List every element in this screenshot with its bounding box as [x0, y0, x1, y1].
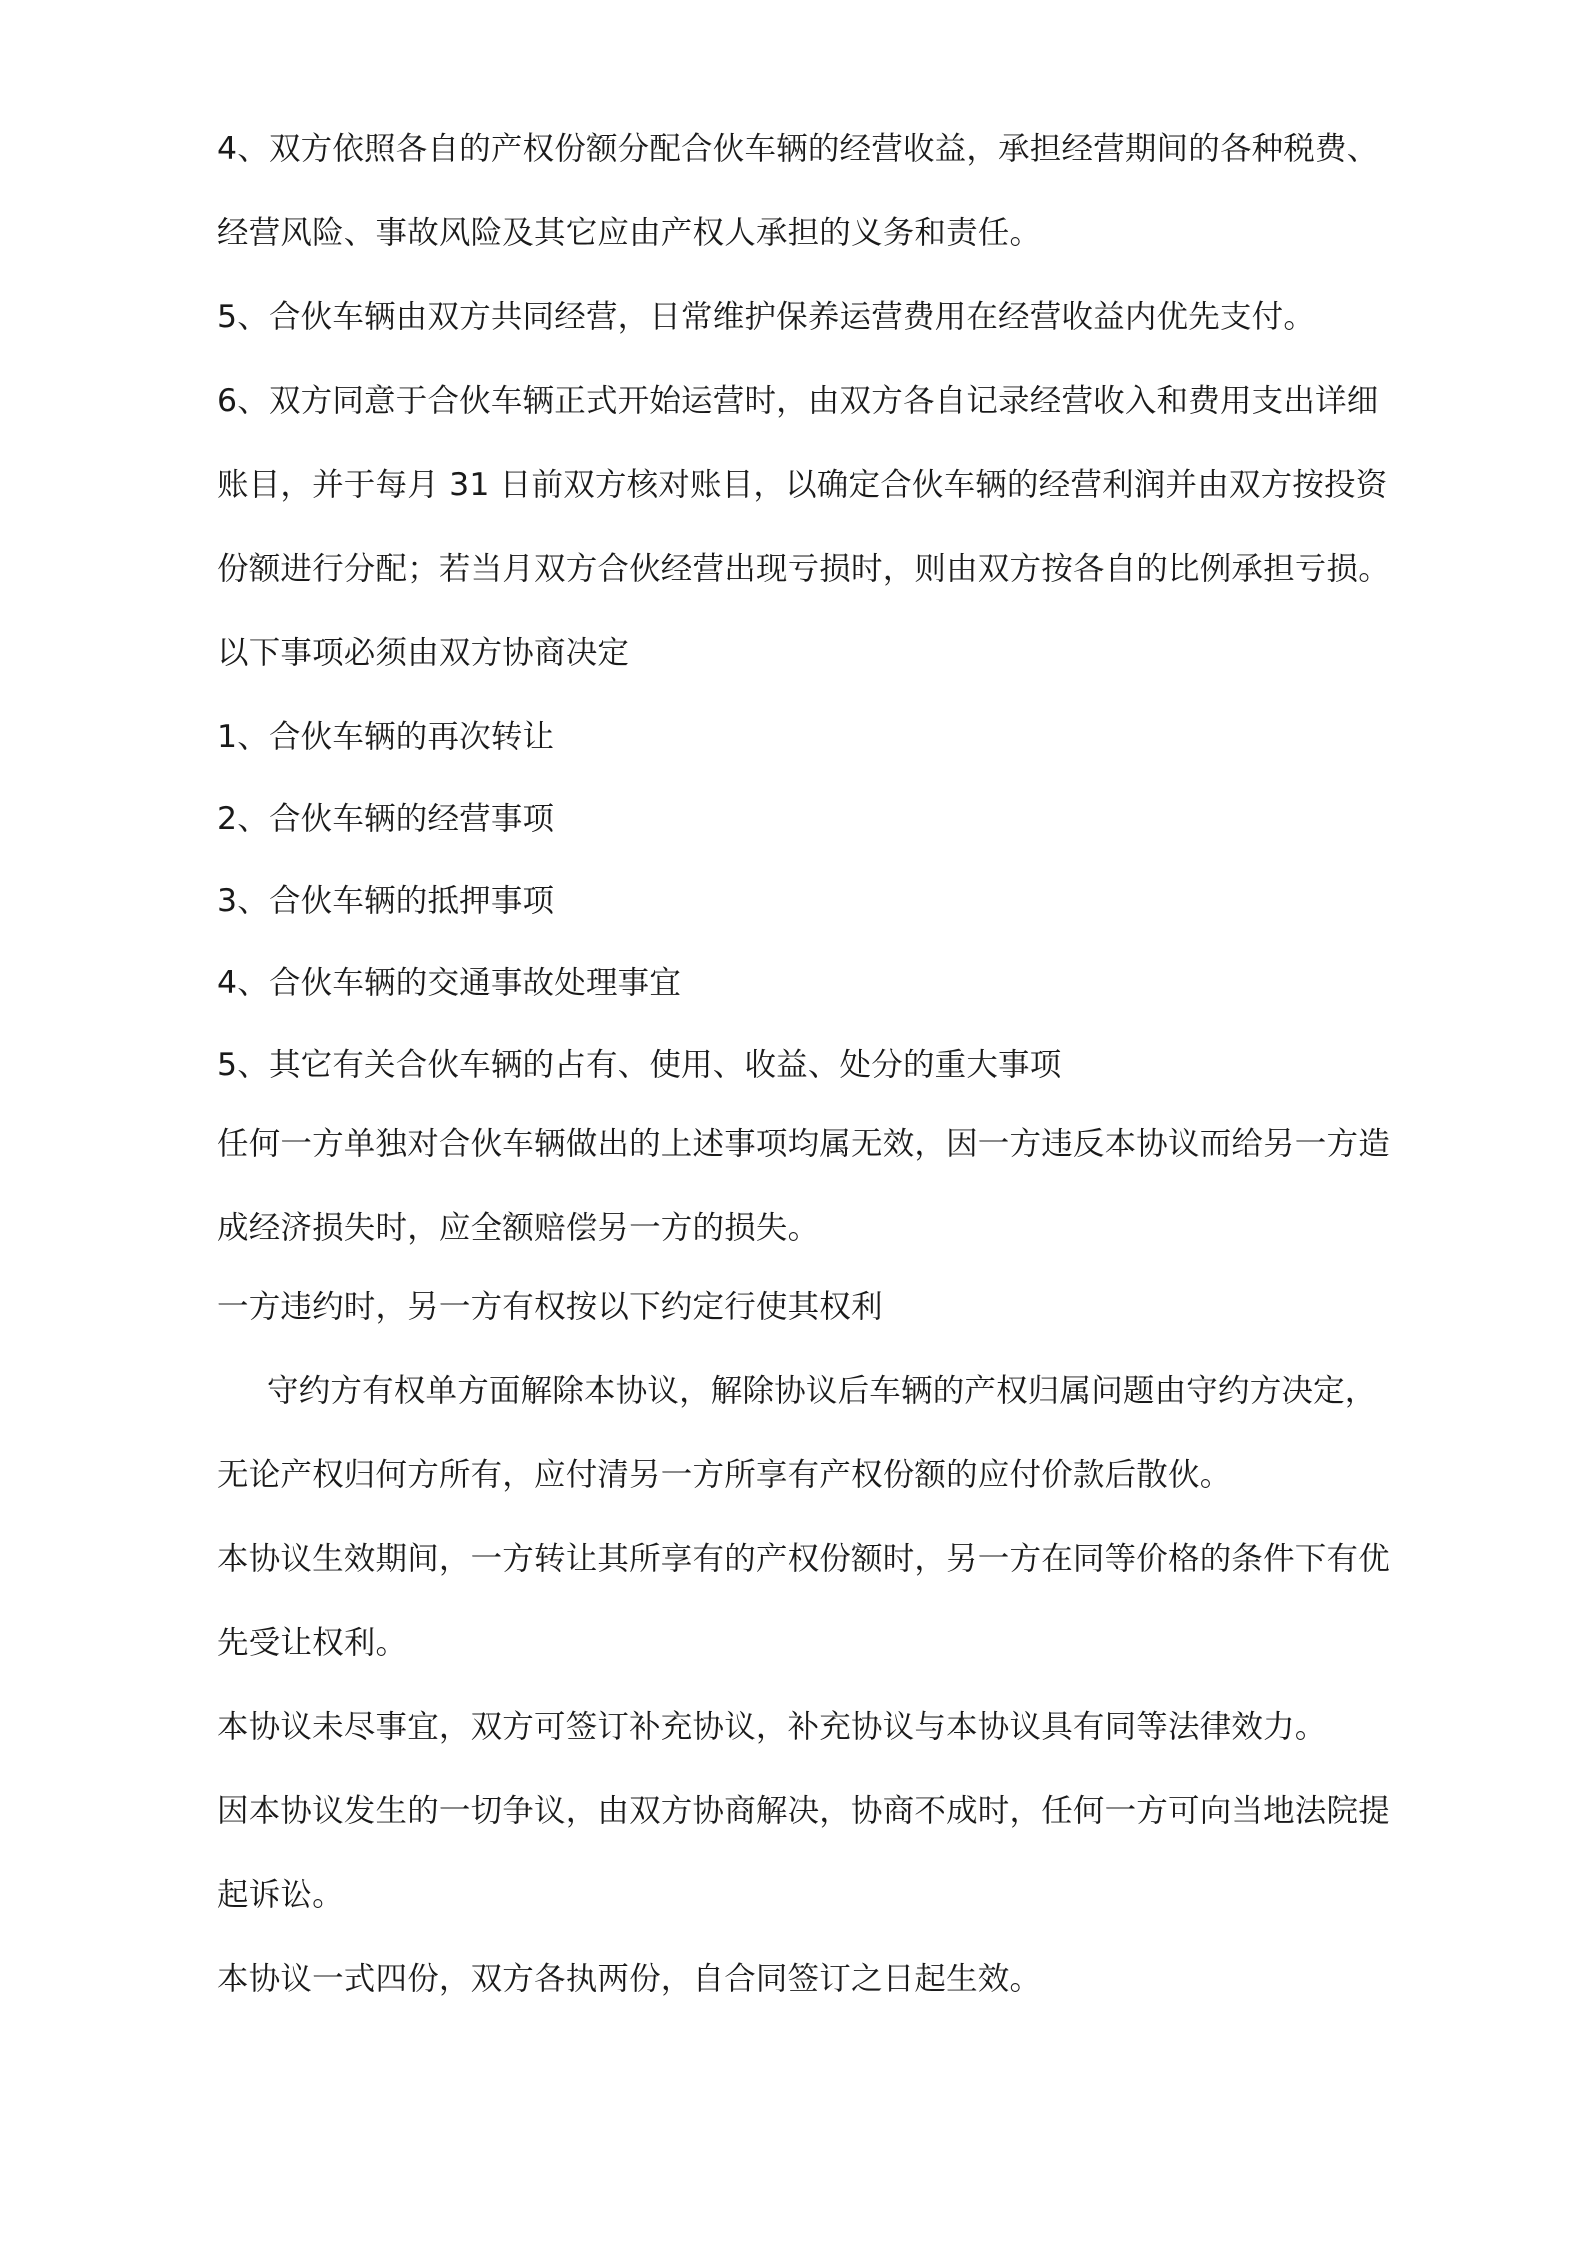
- text-line: 6、双方同意于合伙车辆正式开始运营时，由双方各自记录经营收入和费用支出详细: [217, 383, 1379, 419]
- text-line: 因本协议发生的一切争议，由双方协商解决，协商不成时，任何一方可向当地法院提: [217, 1793, 1390, 1829]
- text-line: 本协议未尽事宜，双方可签订补充协议，补充协议与本协议具有同等法律效力。: [217, 1709, 1327, 1745]
- text-line: 5、合伙车辆由双方共同经营，日常维护保养运营费用在经营收益内优先支付。: [217, 299, 1316, 335]
- text-line: 经营风险、事故风险及其它应由产权人承担的义务和责任。: [217, 215, 1042, 251]
- text-line: 4、双方依照各自的产权份额分配合伙车辆的经营收益，承担经营期间的各种税费、: [217, 131, 1379, 167]
- text-line: 本协议生效期间，一方转让其所享有的产权份额时，另一方在同等价格的条件下有优: [217, 1541, 1390, 1577]
- text-line: 守约方有权单方面解除本协议，解除协议后车辆的产权归属问题由守约方决定，: [267, 1373, 1377, 1409]
- text-line: 一方违约时，另一方有权按以下约定行使其权利: [217, 1289, 883, 1325]
- text-line: 无论产权归何方所有，应付清另一方所享有产权份额的应付价款后散伙。: [217, 1457, 1232, 1493]
- text-line: 2、合伙车辆的经营事项: [217, 801, 555, 837]
- text-line: 账目，并于每月 31 日前双方核对账目，以确定合伙车辆的经营利润并由双方按投资: [217, 467, 1388, 503]
- text-line: 份额进行分配；若当月双方合伙经营出现亏损时，则由双方按各自的比例承担亏损。: [217, 551, 1390, 587]
- document-body: [217, 130, 1417, 1998]
- text-line: 3、合伙车辆的抵押事项: [217, 883, 555, 919]
- text-line: 以下事项必须由双方协商决定: [217, 635, 630, 671]
- text-line: 成经济损失时，应全额赔偿另一方的损失。: [217, 1210, 820, 1246]
- text-line: 1、合伙车辆的再次转让: [217, 719, 555, 755]
- text-line: 任何一方单独对合伙车辆做出的上述事项均属无效，因一方违反本协议而给另一方造: [217, 1126, 1390, 1162]
- text-line: 先受让权利。: [217, 1625, 408, 1661]
- text-line: 5、其它有关合伙车辆的占有、使用、收益、处分的重大事项: [217, 1047, 1062, 1083]
- text-line: 4、合伙车辆的交通事故处理事宜: [217, 965, 682, 1001]
- text-line: 本协议一式四份，双方各执两份，自合同签订之日起生效。: [217, 1961, 1042, 1997]
- text-line: 起诉讼。: [217, 1877, 344, 1913]
